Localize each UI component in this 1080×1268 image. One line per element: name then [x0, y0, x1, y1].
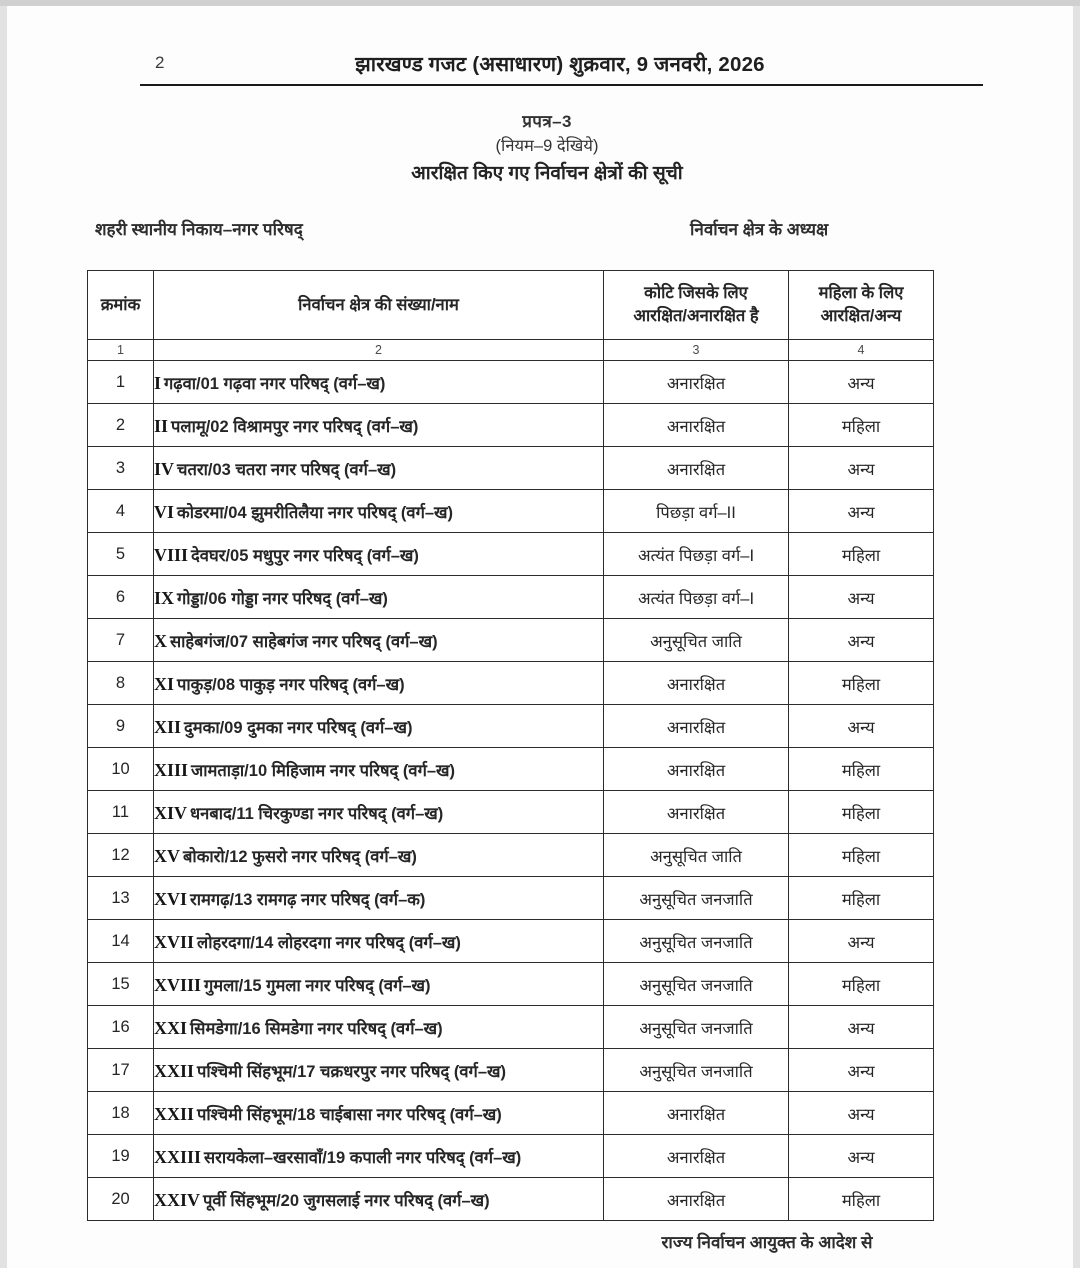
cell-women-reservation: महिला: [789, 533, 934, 576]
column-number-3: 3: [604, 340, 789, 361]
header-women-line2: आरक्षित/अन्य: [820, 307, 902, 325]
constituency-roman-numeral: XVII: [154, 931, 195, 952]
cell-reservation-category: अनुसूचित जाति: [604, 834, 789, 877]
table-head: [88, 271, 934, 340]
table-row: [88, 1049, 934, 1092]
cell-constituency-name: [154, 576, 604, 619]
cell-serial-number: 20: [88, 1178, 154, 1221]
cell-women-reservation: महिला: [789, 404, 934, 447]
table-row: [88, 490, 934, 533]
constituency-roman-numeral: XII: [154, 716, 182, 737]
rule-reference: (नियम–9 देखिये): [495, 137, 599, 155]
constituency-name-text: दुमका/09 दुमका नगर परिषद् (वर्ग–ख): [184, 718, 413, 737]
cell-reservation-category: अनारक्षित: [604, 361, 789, 404]
table-row: [88, 576, 934, 619]
cell-women-reservation: महिला: [789, 748, 934, 791]
cell-constituency-name: [154, 490, 604, 533]
cell-reservation-category: अनारक्षित: [604, 662, 789, 705]
constituency-name-text: गढ़वा/01 गढ़वा नगर परिषद् (वर्ग–ख): [164, 374, 386, 393]
cell-women-reservation: अन्य: [789, 619, 934, 662]
cell-women-reservation: महिला: [789, 877, 934, 920]
cell-reservation-category: अनुसूचित जनजाति: [604, 1006, 789, 1049]
cell-women-reservation: अन्य: [789, 361, 934, 404]
table-row: [88, 619, 934, 662]
column-number-row: [88, 340, 934, 361]
header-category: [604, 271, 789, 340]
cell-constituency-name: [154, 404, 604, 447]
table-row: [88, 963, 934, 1006]
constituency-roman-numeral: XXIV: [154, 1189, 201, 1210]
cell-reservation-category: अनारक्षित: [604, 1135, 789, 1178]
header-constituency-name: निर्वाचन क्षेत्र की संख्या/नाम: [154, 271, 604, 340]
urban-body-label: शहरी स्थानीय निकाय–नगर परिषद्: [95, 220, 303, 239]
cell-serial-number: 19: [88, 1135, 154, 1178]
constituency-roman-numeral: XVIII: [154, 974, 202, 995]
constituency-name-text: गोड्डा/06 गोड्डा नगर परिषद् (वर्ग–ख): [177, 589, 388, 608]
cell-serial-number: 17: [88, 1049, 154, 1092]
constituency-roman-numeral: IX: [154, 587, 175, 608]
table-row: [88, 1092, 934, 1135]
form-number: प्रपत्र–3: [522, 112, 572, 131]
constituency-roman-numeral: XI: [154, 673, 175, 694]
cell-women-reservation: अन्य: [789, 576, 934, 619]
header-divider-rule: [140, 84, 983, 86]
cell-women-reservation: अन्य: [789, 1135, 934, 1178]
constituency-roman-numeral: IV: [154, 458, 175, 479]
cell-serial-number: 11: [88, 791, 154, 834]
cell-serial-number: 13: [88, 877, 154, 920]
cell-serial-number: 5: [88, 533, 154, 576]
cell-constituency-name: [154, 1092, 604, 1135]
column-number-4: 4: [789, 340, 934, 361]
constituency-name-text: पश्चिमी सिंहभूम/18 चाईबासा नगर परिषद् (वर्ग–ख): [197, 1105, 502, 1124]
cell-serial-number: 2: [88, 404, 154, 447]
cell-reservation-category: अनारक्षित: [604, 791, 789, 834]
constituency-name-text: पाकुड़/08 पाकुड़ नगर परिषद् (वर्ग–ख): [177, 675, 405, 694]
constituency-name-text: कोडरमा/04 झुमरीतिलैया नगर परिषद् (वर्ग–ख): [177, 503, 454, 522]
cell-serial-number: 16: [88, 1006, 154, 1049]
table-row: [88, 834, 934, 877]
constituency-name-text: सिमडेगा/16 सिमडेगा नगर परिषद् (वर्ग–ख): [190, 1019, 443, 1038]
page-number: 2: [155, 53, 165, 72]
column-number-1: 1: [88, 340, 154, 361]
table-row: [88, 705, 934, 748]
constituency-name-text: साहेबगंज/07 साहेबगंज नगर परिषद् (वर्ग–ख): [170, 632, 438, 651]
table-row: [88, 447, 934, 490]
constituency-name-text: धनबाद/11 चिरकुण्डा नगर परिषद् (वर्ग–ख): [190, 804, 444, 823]
cell-women-reservation: अन्य: [789, 705, 934, 748]
constituency-name-text: रामगढ़/13 रामगढ़ नगर परिषद् (वर्ग–क): [190, 890, 426, 909]
list-caption: आरक्षित किए गए निर्वाचन क्षेत्रों की सूची: [411, 163, 683, 184]
issuing-authority-footer: राज्य निर्वाचन आयुक्त के आदेश से: [661, 1233, 873, 1252]
table-row: [88, 1006, 934, 1049]
cell-women-reservation: महिला: [789, 1178, 934, 1221]
document-page: [7, 6, 1073, 1268]
constituency-roman-numeral: XIII: [154, 759, 189, 780]
cell-constituency-name: [154, 1178, 604, 1221]
cell-serial-number: 3: [88, 447, 154, 490]
cell-reservation-category: पिछड़ा वर्ग–II: [604, 490, 789, 533]
cell-serial-number: 14: [88, 920, 154, 963]
header-category-line1: कोटि जिसके लिए: [644, 284, 748, 302]
cell-women-reservation: अन्य: [789, 490, 934, 533]
constituency-name-text: बोकारो/12 फुसरो नगर परिषद् (वर्ग–ख): [183, 847, 417, 866]
cell-women-reservation: अन्य: [789, 1006, 934, 1049]
cell-constituency-name: [154, 791, 604, 834]
sub-headings-row: [95, 217, 955, 245]
cell-serial-number: 15: [88, 963, 154, 1006]
cell-constituency-name: [154, 877, 604, 920]
cell-serial-number: 8: [88, 662, 154, 705]
gazette-title: झारखण्ड गजट (असाधारण) शुक्रवार, 9 जनवरी, 2026: [355, 53, 765, 76]
cell-reservation-category: अनुसूचित जनजाति: [604, 963, 789, 1006]
constituency-roman-numeral: X: [154, 630, 167, 651]
table-row: [88, 1135, 934, 1178]
cell-serial-number: 9: [88, 705, 154, 748]
cell-constituency-name: [154, 1135, 604, 1178]
cell-serial-number: 10: [88, 748, 154, 791]
cell-constituency-name: [154, 705, 604, 748]
constituency-roman-numeral: VI: [154, 501, 175, 522]
constituency-chair-label: निर्वाचन क्षेत्र के अध्यक्ष: [690, 220, 829, 239]
constituency-roman-numeral: XIV: [154, 802, 188, 823]
cell-reservation-category: अनुसूचित जनजाति: [604, 1049, 789, 1092]
column-number-2: 2: [154, 340, 604, 361]
table-row: [88, 361, 934, 404]
reservation-table: [87, 270, 934, 1221]
cell-women-reservation: अन्य: [789, 447, 934, 490]
cell-constituency-name: [154, 834, 604, 877]
table-row: [88, 748, 934, 791]
cell-women-reservation: महिला: [789, 963, 934, 1006]
constituency-name-text: गुमला/15 गुमला नगर परिषद् (वर्ग–ख): [204, 976, 431, 995]
cell-reservation-category: अनुसूचित जनजाति: [604, 877, 789, 920]
table-row: [88, 791, 934, 834]
constituency-roman-numeral: VIII: [154, 544, 189, 565]
table-row: [88, 1178, 934, 1221]
cell-serial-number: 4: [88, 490, 154, 533]
table-row: [88, 533, 934, 576]
form-title-block: [147, 109, 947, 186]
constituency-roman-numeral: XXII: [154, 1060, 195, 1081]
cell-constituency-name: [154, 662, 604, 705]
cell-women-reservation: महिला: [789, 791, 934, 834]
cell-constituency-name: [154, 963, 604, 1006]
cell-reservation-category: अनारक्षित: [604, 1178, 789, 1221]
cell-reservation-category: अत्यंत पिछड़ा वर्ग–I: [604, 576, 789, 619]
header-category-line2: आरक्षित/अनारक्षित है: [633, 307, 759, 325]
cell-reservation-category: अनारक्षित: [604, 404, 789, 447]
cell-reservation-category: अनारक्षित: [604, 447, 789, 490]
constituency-name-text: पश्चिमी सिंहभूम/17 चक्रधरपुर नगर परिषद् (वर्ग–ख): [197, 1062, 506, 1081]
cell-women-reservation: अन्य: [789, 1092, 934, 1135]
cell-women-reservation: महिला: [789, 834, 934, 877]
table-row: [88, 920, 934, 963]
cell-reservation-category: अत्यंत पिछड़ा वर्ग–I: [604, 533, 789, 576]
cell-constituency-name: [154, 1049, 604, 1092]
constituency-name-text: लोहरदगा/14 लोहरदगा नगर परिषद् (वर्ग–ख): [197, 933, 461, 952]
cell-serial-number: 7: [88, 619, 154, 662]
cell-reservation-category: अनारक्षित: [604, 1092, 789, 1135]
constituency-name-text: चतरा/03 चतरा नगर परिषद् (वर्ग–ख): [177, 460, 397, 479]
cell-serial-number: 1: [88, 361, 154, 404]
constituency-roman-numeral: XV: [154, 845, 180, 866]
constituency-name-text: पूर्वी सिंहभूम/20 जुगसलाई नगर परिषद् (वर्ग–ख): [203, 1191, 490, 1210]
page-content: [7, 6, 1073, 1268]
constituency-name-text: देवघर/05 मधुपुर नगर परिषद् (वर्ग–ख): [191, 546, 419, 565]
cell-serial-number: 12: [88, 834, 154, 877]
constituency-name-text: सरायकेला–खरसावाँ/19 कपाली नगर परिषद् (वर्ग–ख): [204, 1148, 522, 1167]
constituency-name-text: पलामू/02 विश्रामपुर नगर परिषद् (वर्ग–ख): [171, 417, 419, 436]
cell-constituency-name: [154, 920, 604, 963]
cell-reservation-category: अनुसूचित जनजाति: [604, 920, 789, 963]
constituency-roman-numeral: XXII: [154, 1103, 195, 1124]
table-header-row: [88, 271, 934, 340]
cell-reservation-category: अनुसूचित जाति: [604, 619, 789, 662]
cell-constituency-name: [154, 619, 604, 662]
header-women-line1: महिला के लिए: [818, 284, 904, 302]
cell-serial-number: 6: [88, 576, 154, 619]
constituency-roman-numeral: II: [154, 415, 169, 436]
cell-constituency-name: [154, 361, 604, 404]
cell-women-reservation: महिला: [789, 662, 934, 705]
table-row: [88, 404, 934, 447]
constituency-name-text: जामताड़ा/10 मिहिजाम नगर परिषद् (वर्ग–ख): [191, 761, 456, 780]
table-row: [88, 662, 934, 705]
reservation-table-wrapper: [87, 270, 933, 1221]
constituency-roman-numeral: XVI: [154, 888, 188, 909]
header-serial: क्रमांक: [88, 271, 154, 340]
constituency-roman-numeral: XXI: [154, 1017, 188, 1038]
cell-reservation-category: अनारक्षित: [604, 705, 789, 748]
table-row: [88, 877, 934, 920]
cell-serial-number: 18: [88, 1092, 154, 1135]
cell-constituency-name: [154, 447, 604, 490]
constituency-roman-numeral: I: [154, 372, 162, 393]
table-body: [88, 361, 934, 1221]
cell-women-reservation: अन्य: [789, 1049, 934, 1092]
table-column-numbers: [88, 340, 934, 361]
cell-constituency-name: [154, 1006, 604, 1049]
cell-reservation-category: अनारक्षित: [604, 748, 789, 791]
constituency-roman-numeral: XXIII: [154, 1146, 202, 1167]
cell-women-reservation: अन्य: [789, 920, 934, 963]
cell-constituency-name: [154, 748, 604, 791]
running-header: [140, 50, 980, 84]
cell-constituency-name: [154, 533, 604, 576]
header-women: [789, 271, 934, 340]
